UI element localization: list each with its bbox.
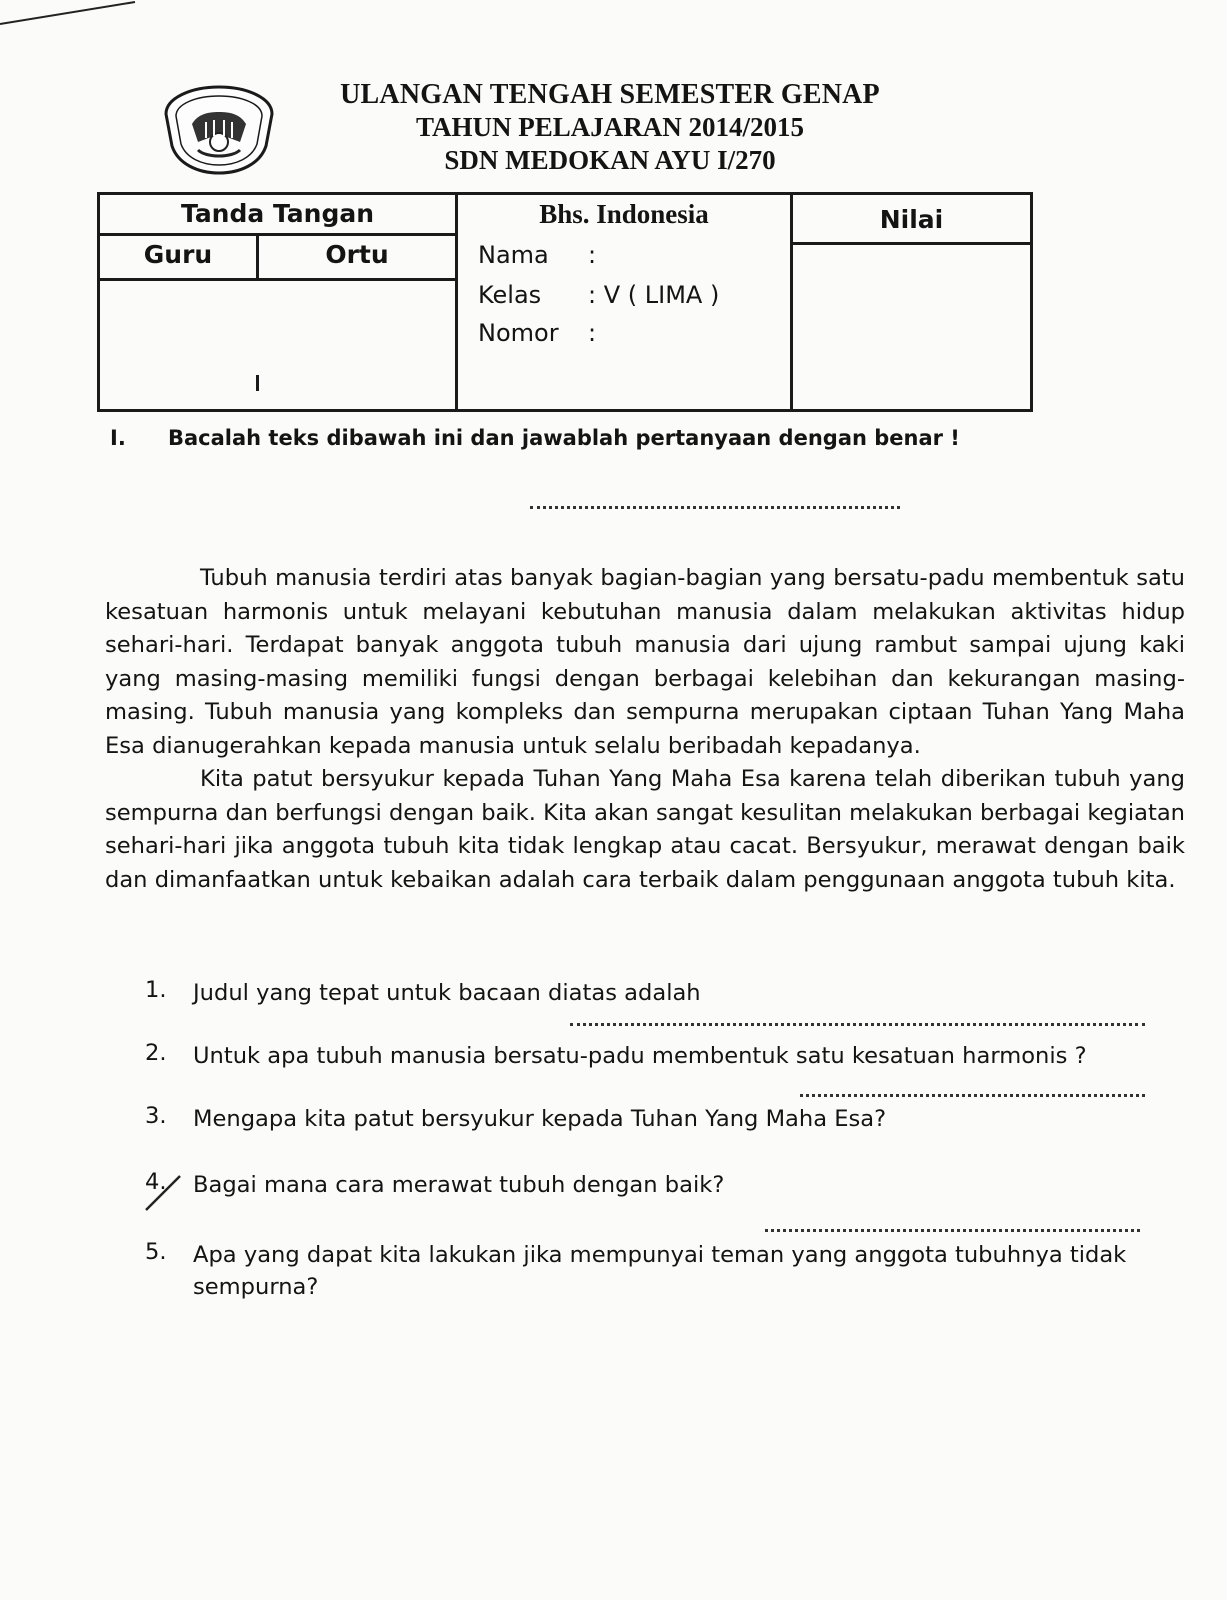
- section-number: I.: [110, 426, 126, 450]
- question-text: Apa yang dapat kita lakukan jika mempunyai teman yang anggota tubuhnya tidak sempurna?: [193, 1242, 1127, 1300]
- question-number: 5.: [145, 1239, 167, 1265]
- question-text: Judul yang tepat untuk bacaan diatas adalah: [193, 980, 701, 1006]
- class-field: [478, 281, 719, 309]
- name-field: [478, 241, 596, 269]
- question-number: 3.: [145, 1103, 167, 1129]
- signature-header: Tanda Tangan: [180, 199, 375, 228]
- passage-paragraph-1: Tubuh manusia terdiri atas banyak bagian-bagian yang bersatu-padu membentuk satu kesatuan harmonis untuk melayani kebutuhan manusia dalam melakukan aktivitas hidup sehari-hari. Terdapat banyak anggota tubuh manusia dari ujung rambut sampai ujung kaki yang masing-masing memiliki fungsi dengan berbagai kelebihan dan kekurangan masing-masing. Tubuh manusia yang kompleks dan sempurna merupakan ciptaan Tuhan Yang Maha Esa dianugerahkan kepada manusia untuk selalu beribadah kepadanya.: [105, 565, 1185, 759]
- passage-paragraph-2: Kita patut bersyukur kepada Tuhan Yang Maha Esa karena telah diberikan tubuh yang sempurna dan berfungsi dengan baik. Kita akan sangat kesulitan melakukan berbagai kegiatan sehari-hari jika anggota tubuh kita tidak lengkap atau cacat. Bersyukur, merawat dengan baik dan dimanfaatkan untuk kebaikan adalah cara terbaik dalam penggunaan anggota tubuh kita.: [105, 766, 1185, 893]
- name-label: Nama: [478, 241, 549, 269]
- instruction-text: Bacalah teks dibawah ini dan jawablah pertanyaan dengan benar !: [168, 426, 960, 450]
- number-field: [478, 319, 596, 347]
- answer-line: [765, 1229, 1140, 1232]
- table-divider: [100, 233, 455, 236]
- signature-teacher-label: Guru: [143, 240, 213, 269]
- header-line-3: SDN MEDOKAN AYU I/270: [444, 145, 776, 175]
- tut-wuri-handayani-emblem-icon: [162, 84, 276, 176]
- passage-title-blank: [530, 506, 900, 509]
- question-number: 2.: [145, 1040, 167, 1066]
- table-divider: [790, 242, 1030, 245]
- answer-line: [800, 1094, 1145, 1097]
- table-divider: [256, 375, 259, 391]
- header-line-2: TAHUN PELAJARAN 2014/2015: [415, 112, 804, 142]
- exam-header: [260, 78, 960, 177]
- table-divider: [100, 278, 455, 281]
- number-label: Nomor: [478, 319, 559, 347]
- question-number: 4.: [145, 1169, 167, 1195]
- header-line-1: ULANGAN TENGAH SEMESTER GENAP: [340, 79, 880, 110]
- question-text: Bagai mana cara merawat tubuh dengan baik?: [193, 1172, 725, 1198]
- answer-line: [570, 1023, 1145, 1026]
- question-text: Mengapa kita patut bersyukur kepada Tuhan Yang Maha Esa?: [193, 1106, 887, 1132]
- signature-parent-label: Ortu: [325, 240, 389, 269]
- subject-label: Bhs. Indonesia: [539, 199, 709, 229]
- class-value: : V ( LIMA ): [588, 281, 720, 309]
- scan-stroke-mark: [0, 0, 160, 36]
- grade-header: Nilai: [879, 205, 944, 234]
- reading-passage: [105, 562, 1185, 897]
- student-info-table: [97, 192, 1033, 412]
- section-instruction: [110, 426, 1070, 450]
- name-value: :: [588, 241, 597, 269]
- class-label: Kelas: [478, 281, 542, 309]
- question-text: Untuk apa tubuh manusia bersatu-padu membentuk satu kesatuan harmonis ?: [193, 1043, 1087, 1069]
- question-number: 1.: [145, 977, 167, 1003]
- number-value: :: [588, 319, 597, 347]
- check-mark-icon: [138, 1168, 188, 1218]
